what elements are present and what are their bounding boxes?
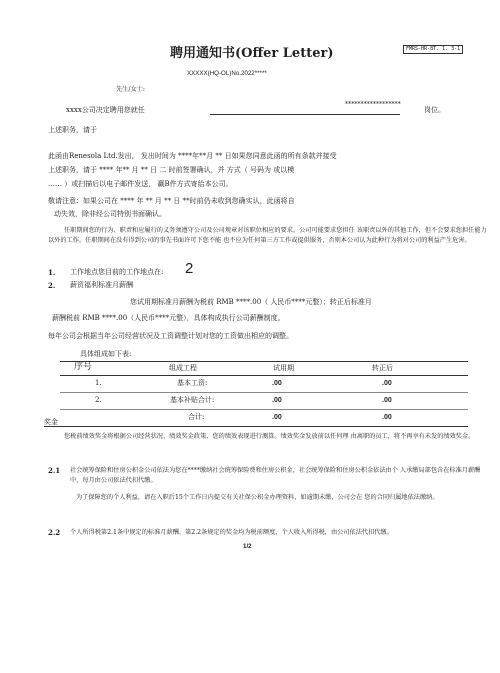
- table-cell-probation: .00: [272, 380, 282, 387]
- form-code: FMRS-HR-8T. 1. 3-1: [403, 45, 463, 54]
- table-cell-component: 合计:: [188, 413, 205, 421]
- item2-number: 2.: [48, 281, 56, 290]
- table-rule-row2: [60, 409, 468, 410]
- table-intro: 具体组成如下表:: [80, 350, 132, 358]
- salary-line2: 薪酬税前 RMB ****.00（人民币****元整），具体构成执行公司薪酬制度。: [52, 314, 285, 322]
- paragraph-notice-line1: 敬请注意：如果公司在 **** 年 ** 月 ** 日 **时前仍未收到您确实认，此函将自: [48, 197, 295, 205]
- paragraph-issue-line2: 上述职务，请于 **** 年** 月 ** 日 二 时前签署确认，并 方式（ 号码为 或以模: [48, 166, 295, 174]
- table-cell-probation: .00: [272, 397, 282, 404]
- section-2-1-text: 社会统筹保险和住房公积金公司依法为您在****缴纳社会统筹保险费和住房公积金，社会统筹保险和住房公积金依法由个 人承缴局部包含在标准月薪酬中，每月由公司依法代扣代缴。: [70, 467, 481, 484]
- item1-text: 工作地点您目前的工作地点在:: [70, 268, 164, 276]
- table-cell-component: 基本补贴合计:: [170, 396, 215, 404]
- intro-stars: ******************: [345, 101, 401, 108]
- table-cell-index: 1.: [95, 379, 102, 387]
- item1-number: 1.: [48, 268, 56, 277]
- table-cell-probation: .00: [272, 414, 282, 421]
- table-cell-regular: .00: [382, 414, 392, 421]
- page-title: 聘用通知书(Offer Letter): [170, 46, 334, 61]
- salutation: 先生/女士:: [116, 86, 145, 93]
- paragraph-bonus: 您税前绩效奖金将根据公司经营状况、绩效奖金政策、您的绩效表现进行测算。绩效奖金发放前以任何理 由离职的员工，将不再享有未发的绩效奖金。: [64, 433, 475, 440]
- intro-position: 岗位。: [424, 106, 445, 114]
- table-header-probation: 试用期: [273, 364, 294, 372]
- page-number: 1/2: [243, 543, 252, 550]
- table-cell-index: 2.: [95, 396, 102, 404]
- table-header-component: 组成工程: [169, 364, 197, 372]
- item1-value: 2: [185, 260, 194, 277]
- table-rule-row1: [60, 392, 468, 393]
- table-cell-regular: .00: [382, 397, 392, 404]
- intro-line2: 上述职务，请于: [48, 126, 97, 134]
- salary-line1: 您试用期标准月薪酬为税前 RMB ****.00（ 人民币****元整）；转正后标准月: [130, 298, 372, 306]
- paragraph-issue-line1: 此函由Renesola Ltd.发出， 发出时间为 ****年**月 ** 日如果您同意此函的所有条款并接受: [48, 152, 337, 160]
- intro-company: xxxx公司决定聘用您就任: [66, 106, 145, 114]
- section-2-1-note: 为了保障您的个人利益，请在入职后15个工作日内提交有关社保公积金办理资料，如逾期未缴，公司会在 您的合同归属地依法缴纳。: [76, 494, 439, 501]
- paragraph-duties: 任职期间您的行为、职责和应履行的义务须遵守公司及公司规章对该职位相应的要求。公司可能要求您担任 该职责以外的其他工作，但不会要求您担任能力以外的工作。任职期间在没有得到公司的事先书面许可下您不能 也不应为任何第三方工作或提供服务，否则本公司认为此种行为将对公司的利益产生危害。: [48, 227, 487, 244]
- section-2-2-text: 个人所得税第2.1条中规定的标准月薪酬、第2.2条规定的奖金均为税前额度，个人收入所得税，由公司依法代扣代缴。: [70, 529, 393, 536]
- section-2-1-number: 2.1: [48, 466, 61, 475]
- table-cell-regular: .00: [382, 380, 392, 387]
- table-rule-header: [60, 375, 468, 376]
- table-side-label: 奖金: [44, 418, 58, 426]
- table-cell-component: 基本工资:: [177, 379, 208, 387]
- reference-number: XXXXX(HQ-OL)No.2022*****: [187, 70, 267, 77]
- position-underline: [210, 114, 400, 115]
- salary-line3: 每年公司会根据当年公司经营状况及工资调整计划对您的工资做出相应的调整。: [48, 332, 293, 340]
- paragraph-issue-line3: …… ）或扫描后以电子邮件发送， 赢B件方式寄给本公司。: [48, 180, 233, 188]
- section-2-2-number: 2.2: [48, 528, 61, 537]
- paragraph-notice-line2: 动失效，除非经公司特别书面确认。: [54, 210, 166, 218]
- table-header-index: 序号: [74, 362, 93, 372]
- item2-text: 薪资福利标准月薪酬: [70, 281, 133, 289]
- table-rule-top: [60, 361, 468, 362]
- table-rule-bottom: [44, 426, 468, 427]
- table-header-regular: 转正后: [372, 364, 393, 372]
